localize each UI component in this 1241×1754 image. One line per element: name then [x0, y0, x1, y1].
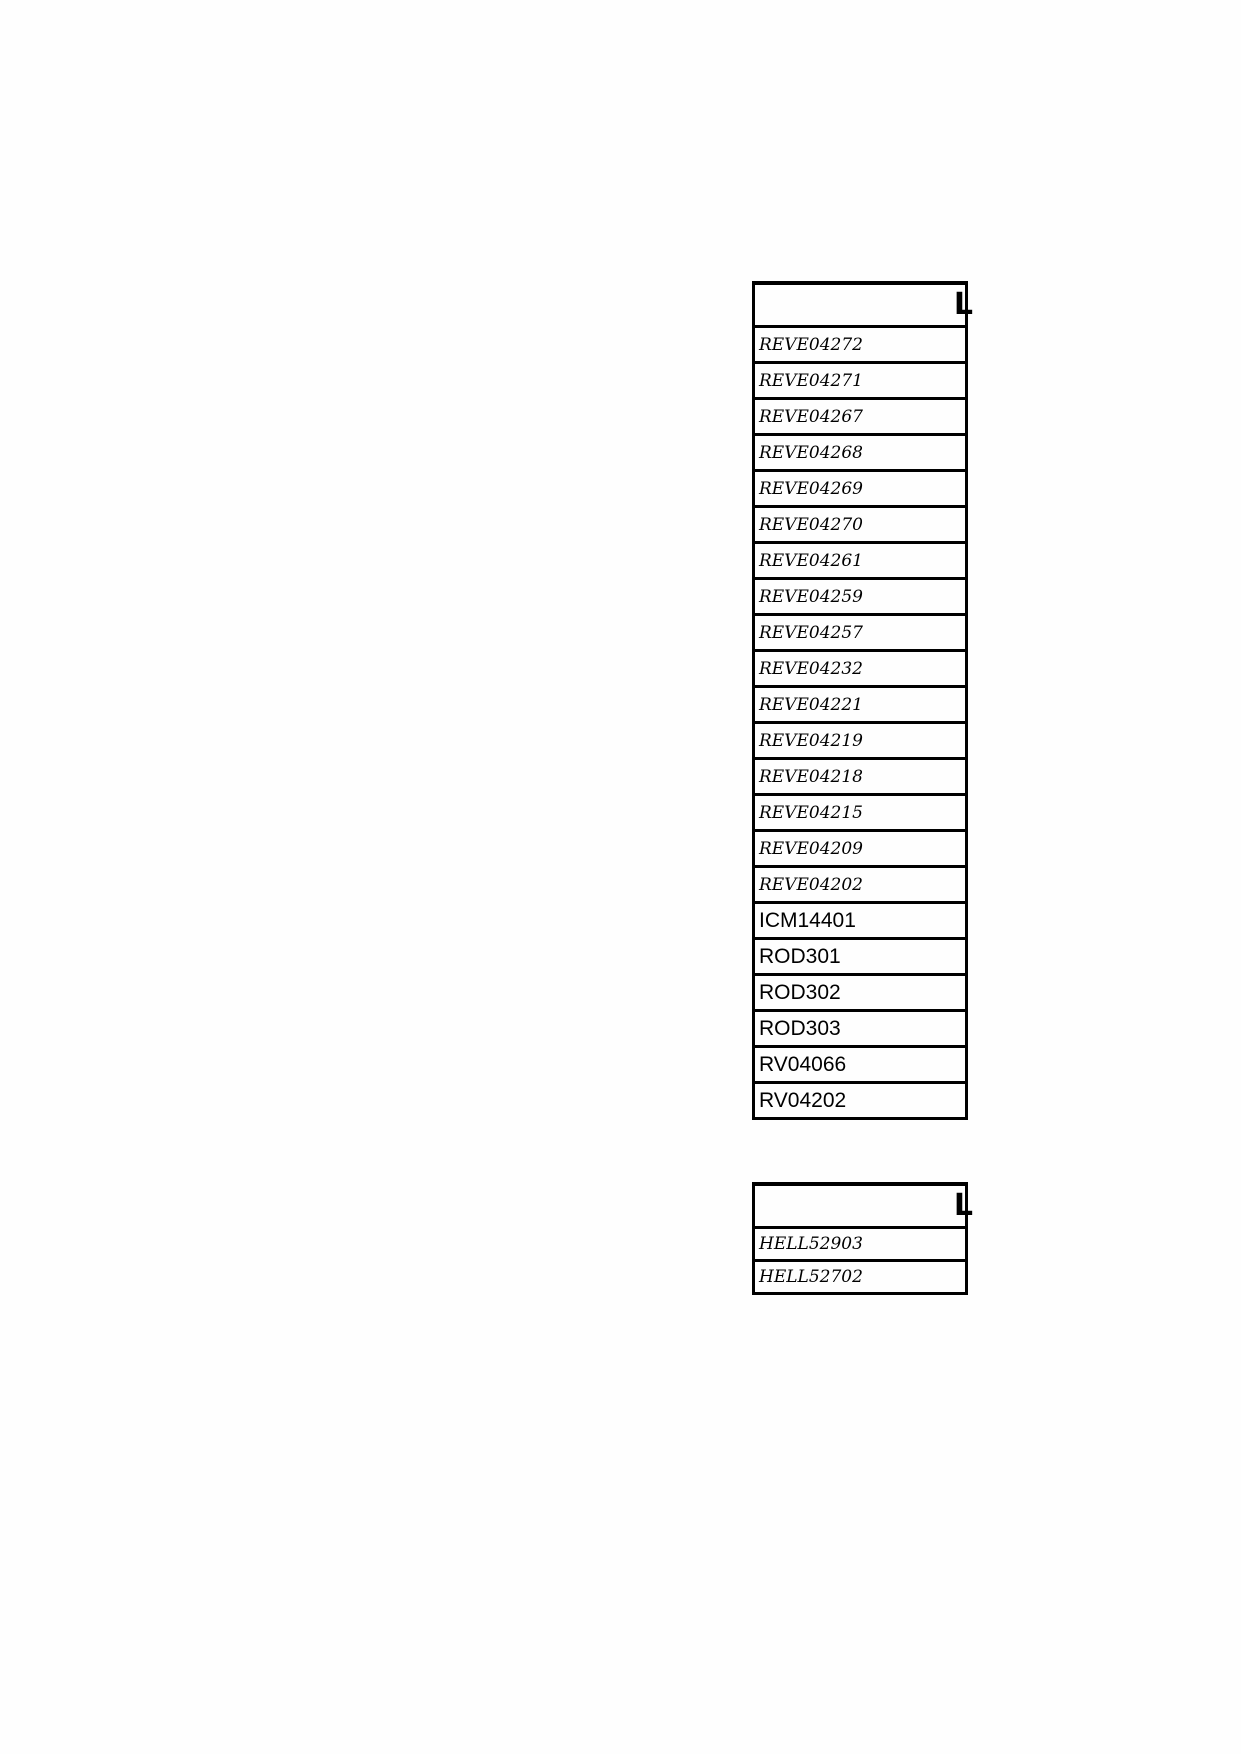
code-cell: REVE04272	[754, 327, 967, 363]
code-table-2	[752, 1182, 973, 1295]
table-row	[754, 1011, 967, 1047]
table-row	[754, 399, 967, 435]
table-row	[754, 471, 967, 507]
table-row	[754, 507, 967, 543]
table-row	[754, 795, 967, 831]
code-cell: REVE04215	[754, 795, 967, 831]
table-row	[754, 867, 967, 903]
table-row	[754, 1047, 967, 1083]
code-cell: REVE04269	[754, 471, 967, 507]
table-header-cell	[754, 283, 973, 327]
table-header-text: L	[953, 287, 973, 322]
table-row	[754, 687, 967, 723]
code-table-1	[752, 281, 973, 1120]
table-row	[754, 579, 967, 615]
table-row	[754, 759, 967, 795]
code-cell: REVE04268	[754, 435, 967, 471]
table-row	[754, 831, 967, 867]
code-cell: REVE04259	[754, 579, 967, 615]
code-cell: REVE04209	[754, 831, 967, 867]
code-cell: REVE04202	[754, 867, 967, 903]
table-row	[754, 1261, 967, 1294]
table-row	[754, 363, 967, 399]
table-row	[754, 327, 967, 363]
code-cell: RV04066	[754, 1047, 967, 1083]
code-cell: REVE04261	[754, 543, 967, 579]
table-row	[754, 939, 967, 975]
table-row	[754, 903, 967, 939]
code-cell: RV04202	[754, 1083, 967, 1119]
table-header-cell	[754, 1184, 973, 1228]
table-row	[754, 543, 967, 579]
code-cell: REVE04221	[754, 687, 967, 723]
code-cell: REVE04232	[754, 651, 967, 687]
table-row	[754, 1083, 967, 1119]
table-header-row	[754, 283, 967, 327]
table-row	[754, 975, 967, 1011]
table-body	[754, 1228, 967, 1294]
code-cell: HELL52702	[754, 1261, 967, 1294]
code-cell: HELL52903	[754, 1228, 967, 1261]
table-row	[754, 723, 967, 759]
code-cell: REVE04219	[754, 723, 967, 759]
code-cell: ROD301	[754, 939, 967, 975]
table-row	[754, 435, 967, 471]
table-row	[754, 1228, 967, 1261]
code-cell: ICM14401	[754, 903, 967, 939]
table-row	[754, 615, 967, 651]
table-header-text: L	[953, 1188, 973, 1223]
code-cell: REVE04218	[754, 759, 967, 795]
code-cell: REVE04267	[754, 399, 967, 435]
code-cell: ROD302	[754, 975, 967, 1011]
table-body	[754, 327, 967, 1119]
code-cell: REVE04257	[754, 615, 967, 651]
table-header-row	[754, 1184, 967, 1228]
code-cell: REVE04270	[754, 507, 967, 543]
code-cell: REVE04271	[754, 363, 967, 399]
table-row	[754, 651, 967, 687]
code-cell: ROD303	[754, 1011, 967, 1047]
